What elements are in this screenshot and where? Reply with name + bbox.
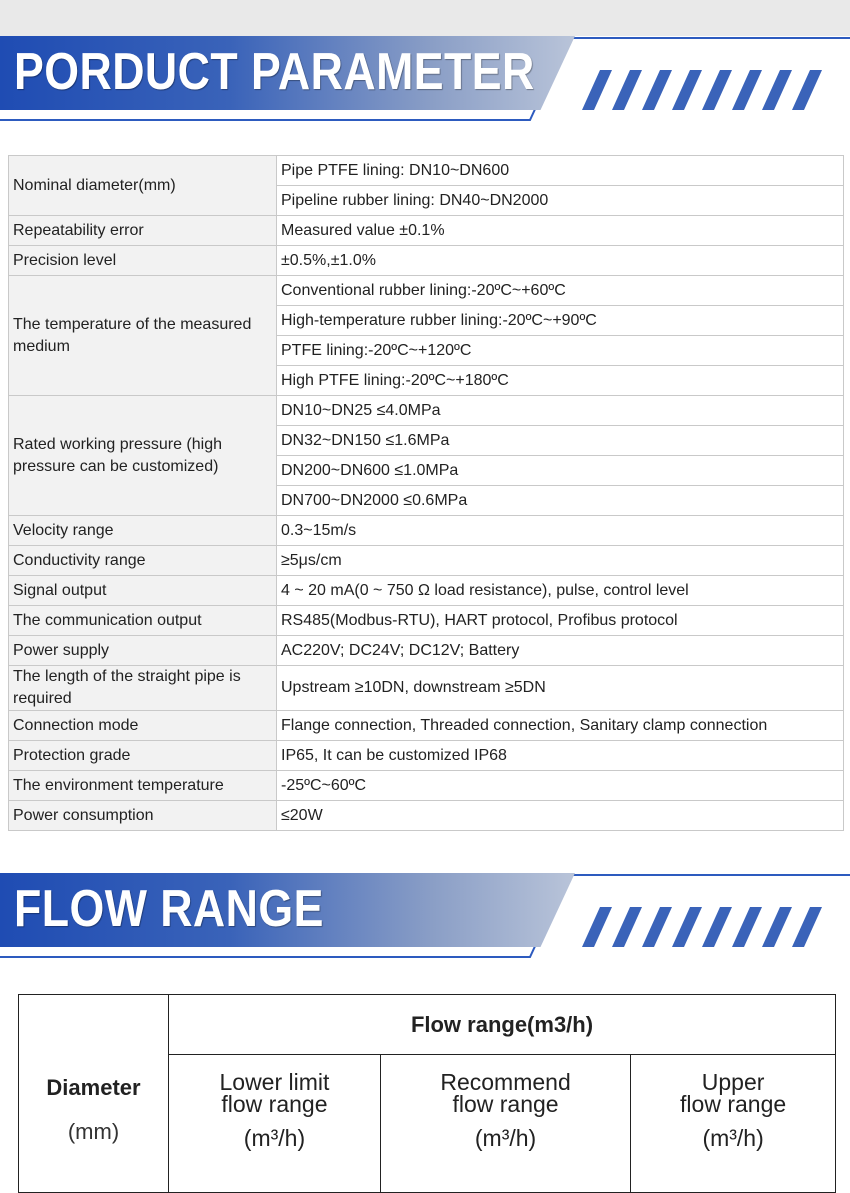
param-value: Pipeline rubber lining: DN40~DN2000 bbox=[277, 186, 844, 216]
param-value: PTFE lining:-20ºC~+120ºC bbox=[277, 336, 844, 366]
param-name: The length of the straight pipe is required bbox=[9, 666, 277, 711]
col-unit: (m³/h) bbox=[474, 1125, 537, 1151]
param-name: Rated working pressure (high pressure can be customized) bbox=[9, 396, 277, 516]
param-name: Connection mode bbox=[9, 711, 277, 741]
param-value: -25ºC~60ºC bbox=[277, 771, 844, 801]
diameter-label: Diameter bbox=[46, 1074, 141, 1100]
param-value: ±0.5%,±1.0% bbox=[277, 246, 844, 276]
param-name: The temperature of the measured medium bbox=[9, 276, 277, 396]
table-row bbox=[9, 246, 844, 276]
param-name: The environment temperature bbox=[9, 771, 277, 801]
param-name: Signal output bbox=[9, 576, 277, 606]
param-value: RS485(Modbus-RTU), HART protocol, Profibus protocol bbox=[277, 606, 844, 636]
table-row bbox=[9, 156, 844, 186]
param-value: AC220V; DC24V; DC12V; Battery bbox=[277, 636, 844, 666]
param-value: ≥5μs/cm bbox=[277, 546, 844, 576]
table-row bbox=[9, 276, 844, 306]
col-line2: flow range bbox=[680, 1091, 787, 1117]
param-name: Conductivity range bbox=[9, 546, 277, 576]
col-line2: flow range bbox=[452, 1091, 559, 1117]
table-row bbox=[9, 666, 844, 711]
param-name: Repeatability error bbox=[9, 216, 277, 246]
table-row bbox=[9, 711, 844, 741]
upper-limit-header bbox=[631, 1055, 836, 1193]
diameter-unit: (mm) bbox=[67, 1118, 120, 1144]
param-value: IP65, It can be customized IP68 bbox=[277, 741, 844, 771]
table-row bbox=[9, 771, 844, 801]
param-value: High-temperature rubber lining:-20ºC~+90ºC bbox=[277, 306, 844, 336]
param-value: Measured value ±0.1% bbox=[277, 216, 844, 246]
param-value: Flange connection, Threaded connection, Sanitary clamp connection bbox=[277, 711, 844, 741]
param-name: Protection grade bbox=[9, 741, 277, 771]
table-row bbox=[9, 741, 844, 771]
param-value: High PTFE lining:-20ºC~+180ºC bbox=[277, 366, 844, 396]
section-banner-flow-range bbox=[0, 873, 850, 973]
col-line2: flow range bbox=[221, 1091, 328, 1117]
table-row bbox=[9, 546, 844, 576]
param-name: Nominal diameter(mm) bbox=[9, 156, 277, 216]
table-row bbox=[9, 216, 844, 246]
recommend-header bbox=[380, 1055, 630, 1193]
param-value: DN200~DN600 ≤1.0MPa bbox=[277, 456, 844, 486]
param-value: 0.3~15m/s bbox=[277, 516, 844, 546]
param-value: 4 ~ 20 mA(0 ~ 750 Ω load resistance), pulse, control level bbox=[277, 576, 844, 606]
col-line1: Recommend bbox=[440, 1069, 571, 1095]
param-value: ≤20W bbox=[277, 801, 844, 831]
param-value: Pipe PTFE lining: DN10~DN600 bbox=[277, 156, 844, 186]
table-row bbox=[9, 636, 844, 666]
section-title: PORDUCT PARAMETER bbox=[14, 43, 535, 101]
flow-range-table bbox=[18, 994, 836, 1193]
param-value: DN10~DN25 ≤4.0MPa bbox=[277, 396, 844, 426]
param-value: DN32~DN150 ≤1.6MPa bbox=[277, 426, 844, 456]
col-unit: (m³/h) bbox=[702, 1125, 764, 1151]
table-row bbox=[9, 606, 844, 636]
lower-limit-header bbox=[169, 1055, 381, 1193]
diameter-header bbox=[19, 995, 169, 1193]
param-name: Velocity range bbox=[9, 516, 277, 546]
section-title: FLOW RANGE bbox=[14, 880, 324, 938]
top-strip bbox=[0, 0, 850, 36]
flow-range-header: Flow range(m3/h) bbox=[169, 995, 836, 1055]
table-row bbox=[9, 801, 844, 831]
table-row bbox=[9, 396, 844, 426]
param-name: Power consumption bbox=[9, 801, 277, 831]
param-value: Conventional rubber lining:-20ºC~+60ºC bbox=[277, 276, 844, 306]
col-line1: Upper bbox=[701, 1069, 765, 1095]
parameters-table bbox=[8, 155, 844, 831]
param-name: Precision level bbox=[9, 246, 277, 276]
col-unit: (m³/h) bbox=[243, 1125, 306, 1151]
col-line1: Lower limit bbox=[219, 1069, 330, 1095]
param-value: Upstream ≥10DN, downstream ≥5DN bbox=[277, 666, 844, 711]
table-row bbox=[9, 516, 844, 546]
param-value: DN700~DN2000 ≤0.6MPa bbox=[277, 486, 844, 516]
param-name: Power supply bbox=[9, 636, 277, 666]
param-name: The communication output bbox=[9, 606, 277, 636]
section-banner-parameters bbox=[0, 36, 850, 136]
table-row bbox=[9, 576, 844, 606]
